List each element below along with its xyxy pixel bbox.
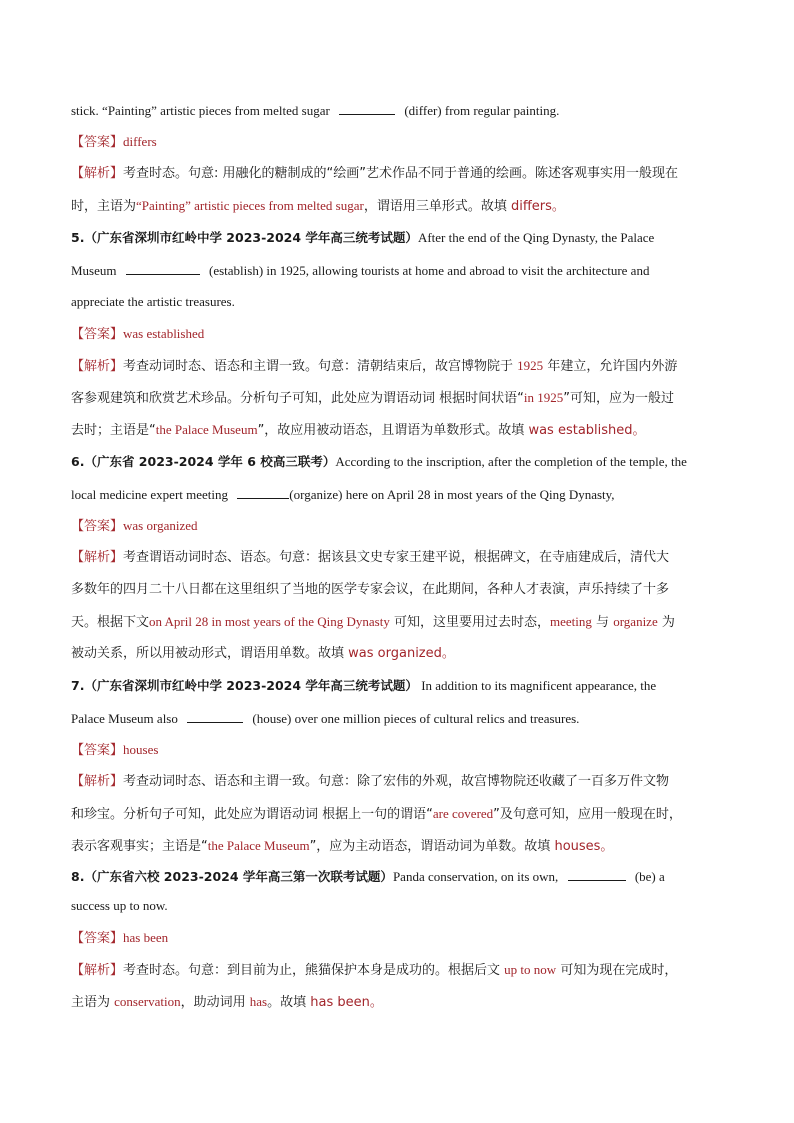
q5-analysis-1b: 1925 (517, 358, 544, 373)
q5-analysis-2d: ”可知，应为一般过 (563, 391, 675, 406)
analysis-tag: 【解析】 (71, 359, 124, 374)
q8-analysis-1b: up to now (504, 962, 557, 977)
q6-stem-2b: (organize) here on April 28 in most years of the Qing Dynasty, (289, 487, 615, 502)
q5-analysis-line-3 (71, 420, 723, 441)
q5-number: 5. (71, 230, 85, 245)
q6-analysis-4b: was organized。 (348, 646, 455, 661)
q6-stem-1: According to the inscription, after the completion of the temple, the (335, 454, 687, 469)
q7-blank (187, 708, 243, 723)
q6-source: （广东省 2023-2024 学年 6 校高三联考） (84, 454, 336, 469)
q8-stem-line-2 (71, 896, 723, 916)
q6-analysis-3f: organize (613, 614, 658, 629)
q7-stem-2b: (house) over one million pieces of cultural relics and treasures. (252, 711, 580, 726)
q4-blank (339, 100, 395, 115)
q8-analysis-1c: 可知为现在完成时， (560, 963, 678, 978)
q6-analysis-3c: 可知，这里要用过去时态， (394, 615, 551, 630)
q5-stem-line-2 (71, 260, 723, 281)
analysis-tag: 【解析】 (71, 963, 124, 978)
q5-stem-line-1 (71, 228, 723, 248)
q8-answer-text: has been (123, 930, 169, 945)
q6-analysis-4a: 被动关系，所以用被动形式，谓语用单数。故填 (71, 646, 345, 661)
q7-stem-line-2 (71, 708, 723, 729)
q4-analysis-2b: “Painting” artistic pieces from melted sugar (136, 198, 364, 213)
q5-analysis-3d: was established。 (528, 423, 646, 438)
q7-analysis-2c: are covered (432, 806, 494, 821)
q7-analysis-2d: ”及句意可知，应用一般现在时， (493, 807, 682, 822)
q4-stem-tail (71, 100, 723, 121)
q8-analysis-2c: ，助动词用 (180, 995, 246, 1010)
q8-analysis-line-2 (71, 992, 723, 1013)
q8-analysis-2e: 。故填 (267, 995, 307, 1010)
q6-analysis-3d: meeting (550, 614, 592, 629)
q5-analysis-2c: in 1925 (523, 390, 564, 405)
q8-number: 8. (71, 869, 85, 884)
analysis-tag: 【解析】 (71, 774, 124, 789)
analysis-tag: 【解析】 (71, 166, 124, 181)
q8-stem-1b: (be) a (634, 869, 665, 884)
q8-analysis-2f: has been。 (310, 995, 383, 1010)
q4-analysis-2d: differs。 (510, 199, 565, 214)
q7-number: 7. (71, 678, 85, 693)
q7-stem-line-1 (71, 676, 723, 696)
q5-analysis-line-2 (71, 388, 723, 409)
q8-analysis-1a: 考查时态。句意：到目前为止，熊猫保护本身是成功的。根据后文 (123, 963, 501, 978)
q4-analysis-2a: 时，主语为 (71, 199, 137, 214)
answer-tag: 【答案】 (71, 327, 124, 342)
q5-stem-3: appreciate the artistic treasures. (71, 294, 235, 309)
q4-analysis-text: 考查时态。句意: 用融化的糖制成的“绘画”艺术作品不同于普通的绘画。陈述客观事实用一般现在 (123, 166, 678, 181)
q7-analysis-2a: 和珍宝。分析句子可知，此处应为谓语动词 (71, 807, 319, 822)
answer-tag: 【答案】 (71, 135, 124, 150)
q8-blank (568, 866, 626, 881)
answer-tag: 【答案】 (71, 519, 124, 534)
q5-analysis-1c: 年建立，允许国内外游 (547, 359, 678, 374)
q8-analysis-2d: has (249, 994, 268, 1009)
answer-tag: 【答案】 (71, 743, 124, 758)
q5-source: （广东省深圳市红岭中学 2023-2024 学年高三统考试题） (84, 230, 418, 245)
q7-analysis-3d: houses。 (554, 839, 614, 854)
q7-analysis-line-2 (71, 804, 723, 825)
q4-analysis-2c: ，谓语用三单形式。故填 (363, 199, 507, 214)
q8-stem-2: success up to now. (71, 898, 168, 913)
q5-blank (126, 260, 200, 275)
q7-analysis-line-3 (71, 836, 723, 857)
q8-analysis-2a: 主语为 (71, 995, 111, 1010)
q8-source: （广东省六校 2023-2024 学年高三第一次联考试题） (84, 869, 393, 884)
q5-analysis-line-1 (71, 356, 723, 377)
q7-analysis-2b: 根据上一句的谓语“ (322, 807, 433, 822)
q5-stem-2a: Museum (71, 263, 117, 278)
q7-stem-2a: Palace Museum also (71, 711, 178, 726)
q8-analysis-line-1 (71, 960, 723, 981)
q8-answer (71, 928, 723, 949)
q7-analysis-line-1 (71, 772, 723, 792)
q6-analysis-2: 多数年的四月二十八日都在这里组织了当地的医学专家会议，在此期间，各种人才表演，声乐持续了十多 (71, 582, 670, 597)
q6-answer-text: was organized (123, 518, 198, 533)
q6-number: 6. (71, 454, 85, 469)
q7-analysis-3b: the Palace Museum (207, 838, 310, 853)
q5-answer-text: was established (123, 326, 205, 341)
q6-stem-line-1 (71, 452, 723, 472)
q6-analysis-1: 考查谓语动词时态、语态。句意：据该县文史专家王建平说，根据碑文，在寺庙建成后，清代大 (123, 550, 670, 565)
q8-analysis-2b: conservation (114, 994, 181, 1009)
q5-analysis-3a: 去时；主语是“ (71, 423, 156, 438)
q5-analysis-3b: the Palace Museum (155, 422, 258, 437)
q5-analysis-1a: 考查动词时态、语态和主谓一致。句意：清朝结束后，故宫博物院于 (123, 359, 514, 374)
q6-analysis-line-4 (71, 644, 723, 664)
q5-analysis-3c: ”，故应用被动语态，且谓语为单数形式。故填 (257, 423, 525, 438)
q7-analysis-1: 考查动词时态、语态和主谓一致。句意：除了宏伟的外观，故宫博物院还收藏了一百多万件文物 (123, 774, 670, 789)
q6-blank (237, 484, 289, 499)
q5-answer (71, 324, 723, 345)
q4-answer (71, 132, 723, 153)
q4-stem-text-b: (differ) from regular painting. (404, 103, 560, 118)
q6-analysis-3g: 为 (661, 615, 675, 630)
q7-answer-text: houses (123, 742, 159, 757)
q6-analysis-line-2 (71, 580, 723, 600)
q5-analysis-2b: 根据时间状语“ (439, 391, 524, 406)
q5-analysis-2a: 客参观建筑和欣赏艺术珍品。分析句子可知，此处应为谓语动词 (71, 391, 436, 406)
q7-stem-1: In addition to its magnificent appearance, the (421, 678, 657, 693)
q4-analysis-line-1 (71, 164, 723, 184)
q8-stem-1a: Panda conservation, on its own, (392, 869, 559, 884)
q6-stem-line-2 (71, 484, 723, 505)
q4-analysis-line-2 (71, 196, 723, 217)
q6-answer (71, 516, 723, 537)
analysis-tag: 【解析】 (71, 550, 124, 565)
q5-stem-1: After the end of the Qing Dynasty, the Palace (417, 230, 655, 245)
q6-stem-2a: local medicine expert meeting (71, 487, 229, 502)
q7-answer (71, 740, 723, 761)
q6-analysis-line-1 (71, 548, 723, 568)
q7-source: （广东省深圳市红岭中学 2023-2024 学年高三统考试题） (84, 678, 418, 693)
q6-analysis-3b: on April 28 in most years of the Qing Dynasty (149, 614, 390, 629)
q6-analysis-line-3 (71, 612, 723, 633)
q7-analysis-3a: 表示客观事实；主语是“ (71, 839, 208, 854)
q4-stem-text: stick. “Painting” artistic pieces from melted sugar (71, 103, 330, 118)
q4-answer-text: differs (123, 134, 157, 149)
q5-stem-2b: (establish) in 1925, allowing tourists at home and abroad to visit the architecture and (209, 263, 650, 278)
q5-stem-line-3 (71, 292, 723, 312)
q6-analysis-3e: 与 (596, 615, 610, 630)
answer-tag: 【答案】 (71, 931, 124, 946)
q7-analysis-3c: ”，应为主动语态，谓语动词为单数。故填 (309, 839, 551, 854)
q8-stem-line-1 (71, 866, 723, 887)
q6-analysis-3a: 天。根据下文 (71, 615, 150, 630)
